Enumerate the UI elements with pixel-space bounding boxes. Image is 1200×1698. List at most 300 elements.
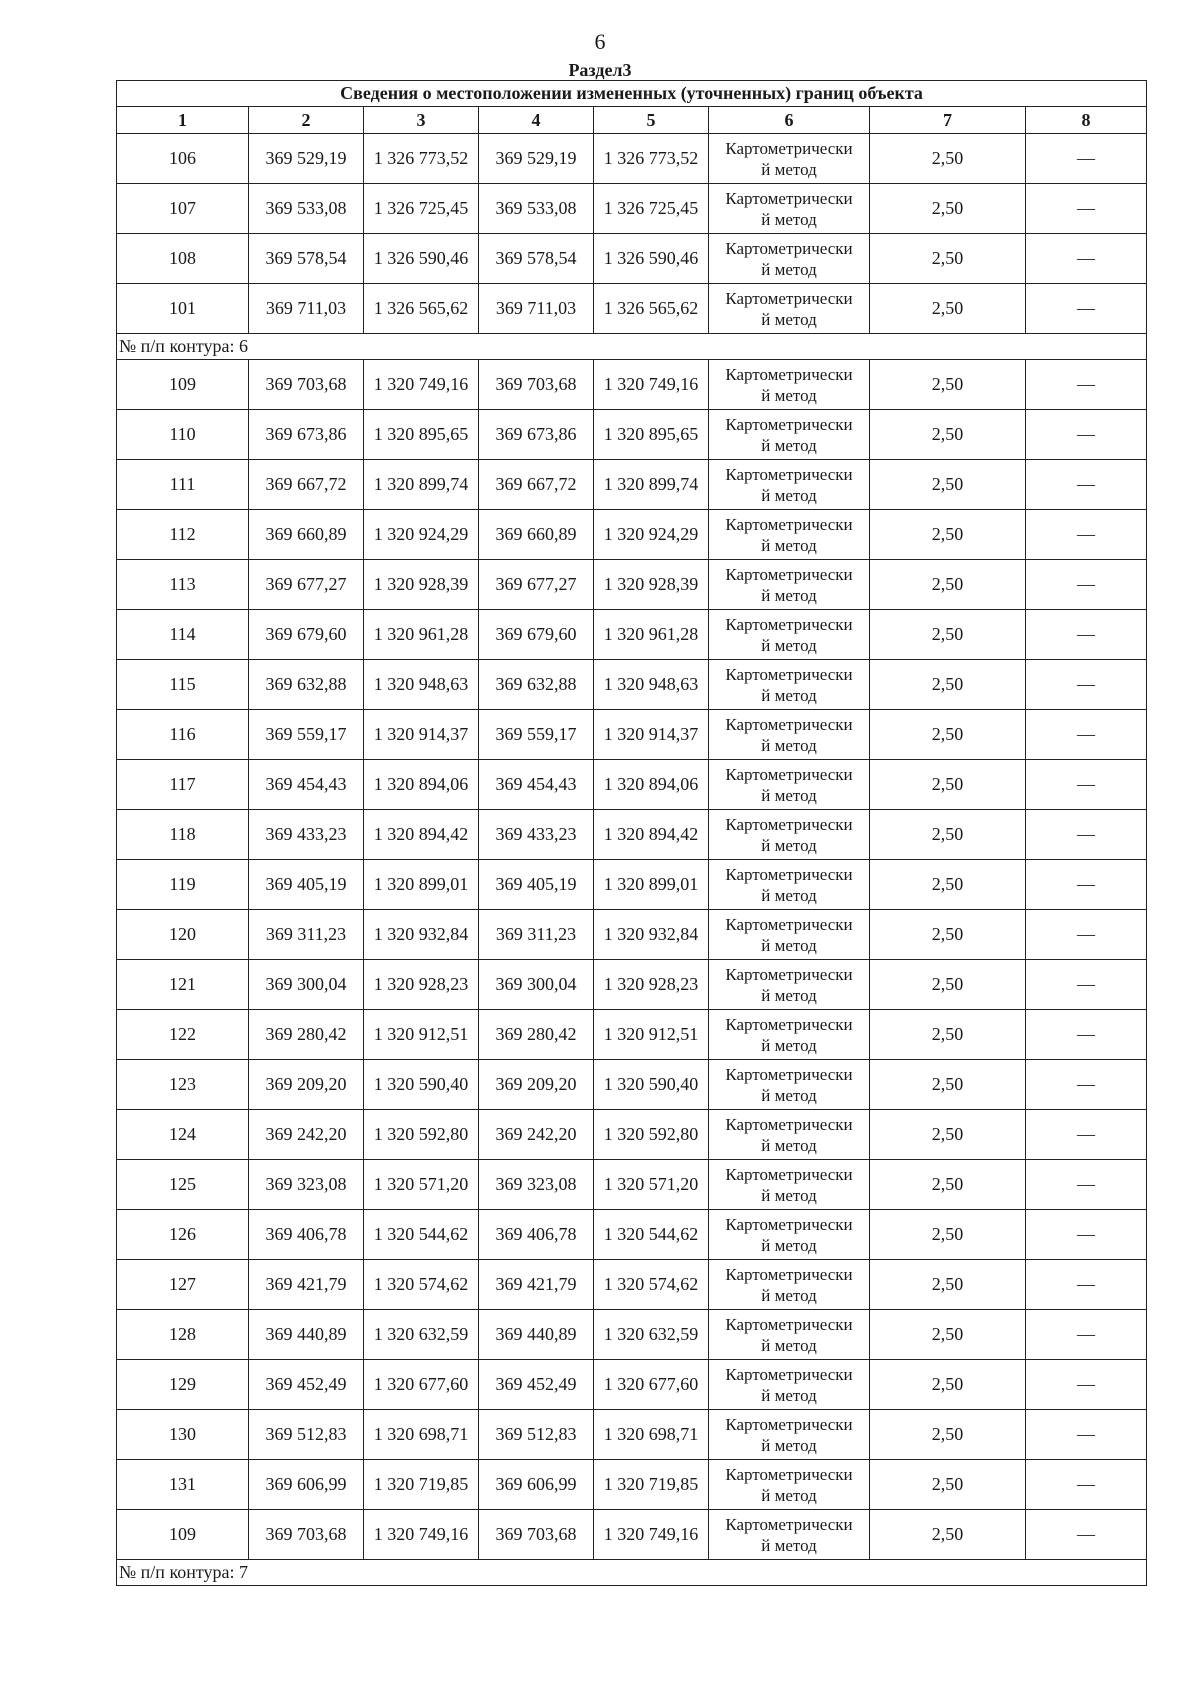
description-cell: —: [1026, 1310, 1147, 1360]
method-text-line1: Картометрически: [725, 288, 853, 308]
method-text-line1: Картометрически: [725, 238, 853, 258]
table-row: [117, 284, 1147, 334]
method-text-line1: Картометрически: [725, 1114, 853, 1134]
method-cell: [709, 760, 870, 810]
method-cell: [709, 134, 870, 184]
table-row: [117, 410, 1147, 460]
method-cell: [709, 660, 870, 710]
precision-cell: 2,50: [870, 360, 1026, 410]
method-cell: [709, 410, 870, 460]
point-number-cell: 101: [117, 284, 249, 334]
new-x-cell: 369 242,20: [479, 1110, 594, 1160]
new-y-cell: 1 320 749,16: [594, 1510, 709, 1560]
method-text-line1: Картометрически: [725, 1364, 853, 1384]
page-number: 6: [594, 29, 606, 54]
method-cell: [709, 1510, 870, 1560]
method-text-line1: Картометрически: [725, 614, 853, 634]
method-cell: [709, 710, 870, 760]
existing-x-cell: 369 454,43: [249, 760, 364, 810]
point-number-cell: 109: [117, 360, 249, 410]
method-text-line1: Картометрически: [725, 1014, 853, 1034]
contour-label: № п/п контура: 6: [117, 334, 1147, 360]
description-cell: —: [1026, 1260, 1147, 1310]
new-x-cell: 369 405,19: [479, 860, 594, 910]
existing-x-cell: 369 711,03: [249, 284, 364, 334]
table-row: [117, 234, 1147, 284]
existing-y-cell: 1 320 914,37: [364, 710, 479, 760]
point-number-cell: 119: [117, 860, 249, 910]
method-cell: [709, 510, 870, 560]
method-text-line2: й метод: [761, 209, 817, 229]
method-cell: [709, 184, 870, 234]
method-text-line2: й метод: [761, 1135, 817, 1155]
point-number-cell: 124: [117, 1110, 249, 1160]
description-cell: —: [1026, 284, 1147, 334]
table-row: [117, 1310, 1147, 1360]
precision-cell: 2,50: [870, 1010, 1026, 1060]
method-text-line2: й метод: [761, 935, 817, 955]
existing-x-cell: 369 405,19: [249, 860, 364, 910]
table-row: [117, 1210, 1147, 1260]
new-x-cell: 369 660,89: [479, 510, 594, 560]
existing-x-cell: 369 452,49: [249, 1360, 364, 1410]
existing-y-cell: 1 326 565,62: [364, 284, 479, 334]
table-row: [117, 610, 1147, 660]
description-cell: —: [1026, 134, 1147, 184]
existing-y-cell: 1 320 928,39: [364, 560, 479, 610]
method-text-line2: й метод: [761, 585, 817, 605]
table-row: [117, 560, 1147, 610]
existing-y-cell: 1 320 590,40: [364, 1060, 479, 1110]
method-text-line1: Картометрически: [725, 188, 853, 208]
method-text-line2: й метод: [761, 635, 817, 655]
existing-x-cell: 369 559,17: [249, 710, 364, 760]
new-x-cell: 369 711,03: [479, 284, 594, 334]
table-row: [117, 1260, 1147, 1310]
method-cell: [709, 1460, 870, 1510]
method-cell: [709, 1410, 870, 1460]
new-y-cell: 1 320 574,62: [594, 1260, 709, 1310]
new-y-cell: 1 320 719,85: [594, 1460, 709, 1510]
new-x-cell: 369 533,08: [479, 184, 594, 234]
method-cell: [709, 860, 870, 910]
method-text-line1: Картометрически: [725, 1514, 853, 1534]
column-header: 6: [709, 107, 870, 134]
precision-cell: 2,50: [870, 284, 1026, 334]
existing-x-cell: 369 578,54: [249, 234, 364, 284]
method-text-line2: й метод: [761, 1235, 817, 1255]
method-cell: [709, 1010, 870, 1060]
table-row: [117, 1060, 1147, 1110]
new-y-cell: 1 320 571,20: [594, 1160, 709, 1210]
method-cell: [709, 610, 870, 660]
contour-row: [117, 334, 1147, 360]
existing-y-cell: 1 320 899,74: [364, 460, 479, 510]
method-text-line2: й метод: [761, 1385, 817, 1405]
method-text-line1: Картометрически: [725, 914, 853, 934]
precision-cell: 2,50: [870, 1060, 1026, 1110]
description-cell: —: [1026, 184, 1147, 234]
contour-label: № п/п контура: 7: [117, 1560, 1147, 1586]
new-y-cell: 1 320 895,65: [594, 410, 709, 460]
method-text-line1: Картометрически: [725, 1314, 853, 1334]
existing-x-cell: 369 703,68: [249, 1510, 364, 1560]
new-y-cell: 1 326 773,52: [594, 134, 709, 184]
existing-y-cell: 1 320 698,71: [364, 1410, 479, 1460]
existing-y-cell: 1 320 948,63: [364, 660, 479, 710]
table-row: [117, 810, 1147, 860]
table-row: [117, 1360, 1147, 1410]
new-x-cell: 369 440,89: [479, 1310, 594, 1360]
new-y-cell: 1 320 544,62: [594, 1210, 709, 1260]
description-cell: —: [1026, 1110, 1147, 1160]
method-cell: [709, 810, 870, 860]
precision-cell: 2,50: [870, 960, 1026, 1010]
table-row: [117, 660, 1147, 710]
point-number-cell: 129: [117, 1360, 249, 1410]
description-cell: —: [1026, 234, 1147, 284]
existing-y-cell: 1 320 932,84: [364, 910, 479, 960]
table-row: [117, 760, 1147, 810]
description-cell: —: [1026, 410, 1147, 460]
method-cell: [709, 1060, 870, 1110]
precision-cell: 2,50: [870, 1310, 1026, 1360]
existing-x-cell: 369 440,89: [249, 1310, 364, 1360]
description-cell: —: [1026, 910, 1147, 960]
existing-y-cell: 1 320 574,62: [364, 1260, 479, 1310]
method-text-line2: й метод: [761, 1035, 817, 1055]
method-text-line1: Картометрически: [725, 764, 853, 784]
existing-y-cell: 1 320 544,62: [364, 1210, 479, 1260]
method-cell: [709, 1360, 870, 1410]
existing-y-cell: 1 320 894,42: [364, 810, 479, 860]
method-cell: [709, 1160, 870, 1210]
table-row: [117, 1510, 1147, 1560]
new-x-cell: 369 406,78: [479, 1210, 594, 1260]
table-row: [117, 510, 1147, 560]
method-cell: [709, 460, 870, 510]
method-text-line1: Картометрически: [725, 1164, 853, 1184]
method-text-line1: Картометрически: [725, 964, 853, 984]
method-text-line1: Картометрически: [725, 1214, 853, 1234]
point-number-cell: 116: [117, 710, 249, 760]
existing-x-cell: 369 606,99: [249, 1460, 364, 1510]
point-number-cell: 123: [117, 1060, 249, 1110]
precision-cell: 2,50: [870, 660, 1026, 710]
table-title: Сведения о местоположении измененных (уточненных) границ объекта: [117, 81, 1147, 107]
new-x-cell: 369 703,68: [479, 360, 594, 410]
description-cell: —: [1026, 860, 1147, 910]
new-x-cell: 369 452,49: [479, 1360, 594, 1410]
table-title-row: [117, 81, 1147, 107]
precision-cell: 2,50: [870, 510, 1026, 560]
existing-y-cell: 1 320 899,01: [364, 860, 479, 910]
method-text-line2: й метод: [761, 735, 817, 755]
new-y-cell: 1 320 899,01: [594, 860, 709, 910]
point-number-cell: 109: [117, 1510, 249, 1560]
method-text-line2: й метод: [761, 159, 817, 179]
description-cell: —: [1026, 960, 1147, 1010]
precision-cell: 2,50: [870, 1210, 1026, 1260]
method-text-line1: Картометрически: [725, 564, 853, 584]
method-text-line1: Картометрически: [725, 414, 853, 434]
existing-x-cell: 369 311,23: [249, 910, 364, 960]
section-title: Раздел3: [568, 60, 632, 80]
table-row: [117, 360, 1147, 410]
existing-x-cell: 369 703,68: [249, 360, 364, 410]
precision-cell: 2,50: [870, 760, 1026, 810]
table-row: [117, 1010, 1147, 1060]
new-x-cell: 369 280,42: [479, 1010, 594, 1060]
column-header: 4: [479, 107, 594, 134]
point-number-cell: 110: [117, 410, 249, 460]
point-number-cell: 117: [117, 760, 249, 810]
table-row: [117, 184, 1147, 234]
method-text-line2: й метод: [761, 309, 817, 329]
new-x-cell: 369 311,23: [479, 910, 594, 960]
existing-x-cell: 369 280,42: [249, 1010, 364, 1060]
point-number-cell: 120: [117, 910, 249, 960]
method-text-line2: й метод: [761, 785, 817, 805]
method-text-line1: Картометрически: [725, 138, 853, 158]
precision-cell: 2,50: [870, 410, 1026, 460]
description-cell: —: [1026, 660, 1147, 710]
method-text-line2: й метод: [761, 1335, 817, 1355]
precision-cell: 2,50: [870, 184, 1026, 234]
new-x-cell: 369 454,43: [479, 760, 594, 810]
existing-y-cell: 1 320 677,60: [364, 1360, 479, 1410]
method-cell: [709, 910, 870, 960]
existing-y-cell: 1 320 912,51: [364, 1010, 479, 1060]
method-text-line2: й метод: [761, 1485, 817, 1505]
method-text-line1: Картометрически: [725, 714, 853, 734]
precision-cell: 2,50: [870, 1360, 1026, 1410]
existing-y-cell: 1 320 749,16: [364, 1510, 479, 1560]
method-text-line2: й метод: [761, 1435, 817, 1455]
new-x-cell: 369 209,20: [479, 1060, 594, 1110]
method-text-line2: й метод: [761, 1285, 817, 1305]
table-row: [117, 1460, 1147, 1510]
method-text-line1: Картометрически: [725, 464, 853, 484]
existing-y-cell: 1 326 725,45: [364, 184, 479, 234]
point-number-cell: 114: [117, 610, 249, 660]
point-number-cell: 106: [117, 134, 249, 184]
description-cell: —: [1026, 1160, 1147, 1210]
precision-cell: 2,50: [870, 1460, 1026, 1510]
existing-x-cell: 369 209,20: [249, 1060, 364, 1110]
point-number-cell: 131: [117, 1460, 249, 1510]
column-header: 7: [870, 107, 1026, 134]
new-y-cell: 1 320 749,16: [594, 360, 709, 410]
method-text-line2: й метод: [761, 1535, 817, 1555]
existing-y-cell: 1 320 928,23: [364, 960, 479, 1010]
existing-y-cell: 1 326 773,52: [364, 134, 479, 184]
existing-x-cell: 369 529,19: [249, 134, 364, 184]
existing-x-cell: 369 679,60: [249, 610, 364, 660]
new-x-cell: 369 677,27: [479, 560, 594, 610]
method-cell: [709, 1110, 870, 1160]
point-number-cell: 127: [117, 1260, 249, 1310]
existing-x-cell: 369 660,89: [249, 510, 364, 560]
new-x-cell: 369 529,19: [479, 134, 594, 184]
description-cell: —: [1026, 1410, 1147, 1460]
method-text-line2: й метод: [761, 535, 817, 555]
method-text-line1: Картометрически: [725, 1264, 853, 1284]
existing-y-cell: 1 320 592,80: [364, 1110, 479, 1160]
method-text-line2: й метод: [761, 1085, 817, 1105]
table-body: [117, 134, 1147, 1586]
new-y-cell: 1 320 948,63: [594, 660, 709, 710]
point-number-cell: 121: [117, 960, 249, 1010]
new-x-cell: 369 667,72: [479, 460, 594, 510]
new-x-cell: 369 300,04: [479, 960, 594, 1010]
method-text-line1: Картометрически: [725, 664, 853, 684]
method-text-line2: й метод: [761, 685, 817, 705]
contour-row: [117, 1560, 1147, 1586]
new-y-cell: 1 320 912,51: [594, 1010, 709, 1060]
description-cell: —: [1026, 460, 1147, 510]
method-text-line1: Картометрически: [725, 514, 853, 534]
existing-y-cell: 1 320 749,16: [364, 360, 479, 410]
point-number-cell: 122: [117, 1010, 249, 1060]
method-text-line2: й метод: [761, 435, 817, 455]
table-row: [117, 1410, 1147, 1460]
column-number-row: [117, 107, 1147, 134]
existing-y-cell: 1 320 895,65: [364, 410, 479, 460]
existing-x-cell: 369 323,08: [249, 1160, 364, 1210]
method-text-line2: й метод: [761, 835, 817, 855]
method-cell: [709, 560, 870, 610]
new-y-cell: 1 320 928,23: [594, 960, 709, 1010]
new-y-cell: 1 320 961,28: [594, 610, 709, 660]
table-row: [117, 134, 1147, 184]
new-y-cell: 1 326 725,45: [594, 184, 709, 234]
new-x-cell: 369 421,79: [479, 1260, 594, 1310]
method-text-line2: й метод: [761, 1185, 817, 1205]
new-x-cell: 369 673,86: [479, 410, 594, 460]
description-cell: —: [1026, 1210, 1147, 1260]
description-cell: —: [1026, 710, 1147, 760]
existing-x-cell: 369 512,83: [249, 1410, 364, 1460]
existing-x-cell: 369 300,04: [249, 960, 364, 1010]
method-cell: [709, 960, 870, 1010]
point-number-cell: 111: [117, 460, 249, 510]
existing-y-cell: 1 326 590,46: [364, 234, 479, 284]
new-y-cell: 1 320 698,71: [594, 1410, 709, 1460]
description-cell: —: [1026, 560, 1147, 610]
table-row: [117, 910, 1147, 960]
method-text-line2: й метод: [761, 259, 817, 279]
table-row: [117, 710, 1147, 760]
method-cell: [709, 1310, 870, 1360]
existing-y-cell: 1 320 719,85: [364, 1460, 479, 1510]
column-header: 8: [1026, 107, 1147, 134]
column-header: 2: [249, 107, 364, 134]
point-number-cell: 118: [117, 810, 249, 860]
method-cell: [709, 1210, 870, 1260]
description-cell: —: [1026, 610, 1147, 660]
method-text-line1: Картометрически: [725, 364, 853, 384]
description-cell: —: [1026, 360, 1147, 410]
existing-y-cell: 1 320 894,06: [364, 760, 479, 810]
new-x-cell: 369 323,08: [479, 1160, 594, 1210]
new-y-cell: 1 320 932,84: [594, 910, 709, 960]
new-y-cell: 1 320 592,80: [594, 1110, 709, 1160]
point-number-cell: 125: [117, 1160, 249, 1210]
new-y-cell: 1 320 632,59: [594, 1310, 709, 1360]
new-x-cell: 369 433,23: [479, 810, 594, 860]
point-number-cell: 130: [117, 1410, 249, 1460]
new-y-cell: 1 320 914,37: [594, 710, 709, 760]
new-y-cell: 1 326 565,62: [594, 284, 709, 334]
description-cell: —: [1026, 1060, 1147, 1110]
method-text-line2: й метод: [761, 985, 817, 1005]
precision-cell: 2,50: [870, 1510, 1026, 1560]
column-header: 1: [117, 107, 249, 134]
point-number-cell: 113: [117, 560, 249, 610]
new-y-cell: 1 320 590,40: [594, 1060, 709, 1110]
description-cell: —: [1026, 510, 1147, 560]
new-y-cell: 1 320 677,60: [594, 1360, 709, 1410]
method-text-line1: Картометрически: [725, 1064, 853, 1084]
point-number-cell: 107: [117, 184, 249, 234]
point-number-cell: 108: [117, 234, 249, 284]
precision-cell: 2,50: [870, 1410, 1026, 1460]
description-cell: —: [1026, 810, 1147, 860]
method-text-line1: Картометрически: [725, 864, 853, 884]
existing-y-cell: 1 320 924,29: [364, 510, 479, 560]
new-x-cell: 369 679,60: [479, 610, 594, 660]
method-text-line1: Картометрически: [725, 1464, 853, 1484]
precision-cell: 2,50: [870, 134, 1026, 184]
point-number-cell: 115: [117, 660, 249, 710]
new-y-cell: 1 320 899,74: [594, 460, 709, 510]
new-x-cell: 369 703,68: [479, 1510, 594, 1560]
existing-x-cell: 369 533,08: [249, 184, 364, 234]
new-x-cell: 369 578,54: [479, 234, 594, 284]
method-text-line1: Картометрически: [725, 1414, 853, 1434]
precision-cell: 2,50: [870, 860, 1026, 910]
new-x-cell: 369 606,99: [479, 1460, 594, 1510]
precision-cell: 2,50: [870, 610, 1026, 660]
precision-cell: 2,50: [870, 460, 1026, 510]
column-header: 3: [364, 107, 479, 134]
new-x-cell: 369 632,88: [479, 660, 594, 710]
boundary-coordinates-table: [116, 80, 1147, 1586]
description-cell: —: [1026, 1510, 1147, 1560]
description-cell: —: [1026, 760, 1147, 810]
method-text-line2: й метод: [761, 485, 817, 505]
existing-y-cell: 1 320 571,20: [364, 1160, 479, 1210]
new-x-cell: 369 559,17: [479, 710, 594, 760]
precision-cell: 2,50: [870, 910, 1026, 960]
method-cell: [709, 234, 870, 284]
existing-x-cell: 369 667,72: [249, 460, 364, 510]
new-x-cell: 369 512,83: [479, 1410, 594, 1460]
new-y-cell: 1 320 894,06: [594, 760, 709, 810]
table-row: [117, 860, 1147, 910]
method-cell: [709, 1260, 870, 1310]
new-y-cell: 1 320 928,39: [594, 560, 709, 610]
table-row: [117, 960, 1147, 1010]
existing-x-cell: 369 632,88: [249, 660, 364, 710]
existing-x-cell: 369 677,27: [249, 560, 364, 610]
new-y-cell: 1 326 590,46: [594, 234, 709, 284]
existing-x-cell: 369 406,78: [249, 1210, 364, 1260]
new-y-cell: 1 320 894,42: [594, 810, 709, 860]
method-text-line1: Картометрически: [725, 814, 853, 834]
existing-y-cell: 1 320 632,59: [364, 1310, 479, 1360]
